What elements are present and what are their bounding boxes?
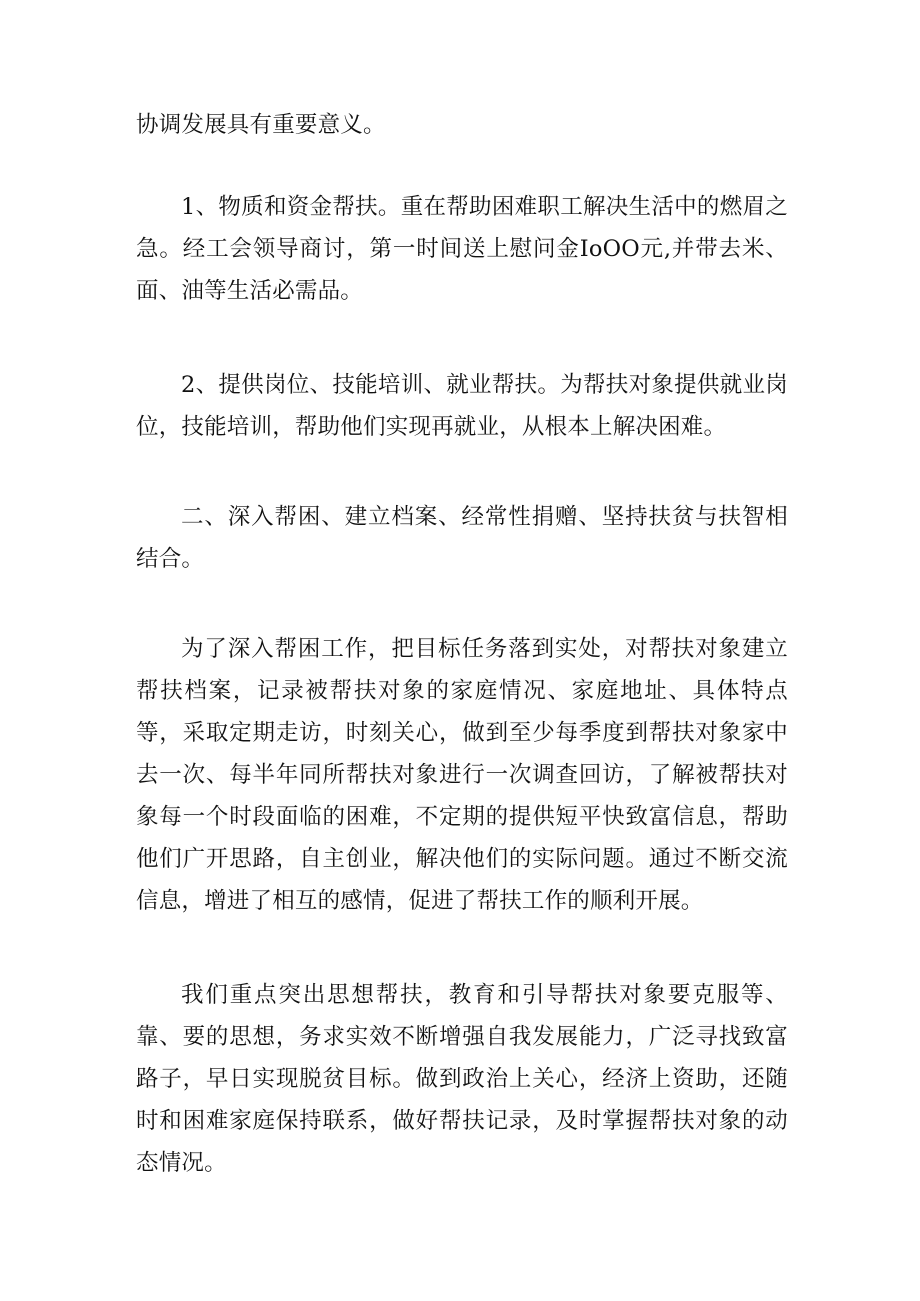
paragraph-ideological-support: 我们重点突出思想帮扶，教育和引导帮扶对象要克服等、靠、要的思想，务求实效不断增强自我发展能力，广泛寻找致富路子，早日实现脱贫目标。做到政治上关心，经济上资助，还随时和困难家庭保持联系，做好帮扶记录，及时掌握帮扶对象的动态情况。 (136, 982, 788, 1176)
paragraph-job-support: 2、提供岗位、技能培训、就业帮扶。为帮扶对象提供就业岗位，技能培训，帮助他们实现再就业，从根本上解决困难。 (136, 372, 788, 440)
section-heading-two: 二、深入帮困、建立档案、经常性捐赠、坚持扶贫与扶智相结合。 (136, 504, 788, 572)
paragraph-continuation: 协调发展具有重要意义。 (136, 112, 386, 138)
paragraph-material-support: 1、物质和资金帮扶。重在帮助困难职工解决生活中的燃眉之急。经工会领导商讨，第一时间送上慰问金IoOO元,并带去米、面、油等生活必需品。 (136, 194, 788, 304)
paragraph-archive-work: 为了深入帮困工作，把目标任务落到实处，对帮扶对象建立帮扶档案，记录被帮扶对象的家庭情况、家庭地址、具体特点等，采取定期走访，时刻关心，做到至少每季度到帮扶对象家中去一次、每半年同所帮扶对象进行一次调查回访，了解被帮扶对象每一个时段面临的困难，不定期的提供短平快致富信息，帮助他们广开思路，自主创业，解决他们的实际问题。通过不断交流信息，增进了相互的感情，促进了帮扶工作的顺利开展。 (136, 636, 788, 914)
